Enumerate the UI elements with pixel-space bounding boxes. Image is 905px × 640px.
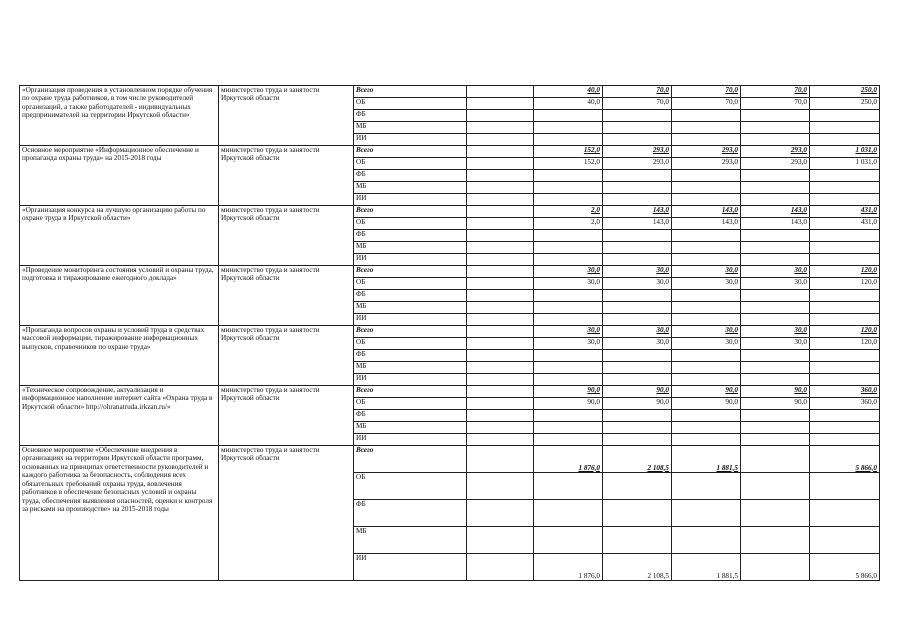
amount-cell: 30,0 (603, 338, 672, 350)
amount-cell: 90,0 (672, 398, 741, 410)
amount-cell: 250,0 (810, 98, 880, 110)
funding-source-label: МБ (354, 182, 467, 194)
table-row (20, 446, 880, 473)
blank-cell (467, 422, 534, 434)
empty-amount-cell (672, 134, 741, 146)
funding-source-label: ИИ (354, 554, 467, 581)
blank-cell (467, 206, 534, 218)
empty-amount-cell (672, 473, 741, 500)
amount-cell: 5 866,0 (810, 446, 880, 473)
amount-cell: 90,0 (672, 386, 741, 398)
funding-source-label: МБ (354, 362, 467, 374)
funding-source-label: ОБ (354, 98, 467, 110)
empty-amount-cell (534, 170, 603, 182)
amount-cell: 2,0 (534, 218, 603, 230)
amount-cell: 90,0 (741, 386, 810, 398)
funding-source-label: ОБ (354, 218, 467, 230)
funding-source-label: ОБ (354, 398, 467, 410)
funding-source-label: Всего (354, 326, 467, 338)
empty-amount-cell (741, 170, 810, 182)
funding-source-label: Всего (354, 86, 467, 98)
amount-cell: 143,0 (672, 218, 741, 230)
empty-amount-cell (534, 500, 603, 527)
funding-source-label: Всего (354, 386, 467, 398)
empty-amount-cell (534, 473, 603, 500)
amount-cell: 30,0 (534, 338, 603, 350)
funding-source-label: Всего (354, 266, 467, 278)
empty-amount-cell (741, 182, 810, 194)
amount-cell: 360,0 (810, 386, 880, 398)
measure-description: «Пропаганда вопросов охраны и условий труда в средствах массовой информации, тиражирование информационных выпусков, справочников по охране труда» (20, 326, 219, 386)
blank-cell (467, 314, 534, 326)
blank-cell (467, 254, 534, 266)
empty-amount-cell (672, 230, 741, 242)
empty-amount-cell (534, 110, 603, 122)
blank-cell (467, 98, 534, 110)
funding-source-label: Всего (354, 146, 467, 158)
empty-amount-cell (534, 134, 603, 146)
empty-amount-cell (741, 422, 810, 434)
empty-amount-cell (810, 170, 880, 182)
empty-amount-cell (603, 350, 672, 362)
measure-description: «Техническое сопровождение, актуализация и информационное наполнение интернет сайта «Охрана труда в Иркутской области» http://ohranatruda.irkzan.ru/» (20, 386, 219, 446)
amount-cell: 30,0 (672, 338, 741, 350)
measure-description: Основное мероприятие «Информационное обеспечение и пропаганда охраны труда» на 2015-2018 годы (20, 146, 219, 206)
empty-amount-cell (603, 230, 672, 242)
empty-amount-cell (603, 527, 672, 554)
measure-description: «Организация проведения в установленном порядке обучения по охране труда работников, в том числе руководителей организаций, а также работодателей - индивидуальных предпринимателей на территории Иркутской области» (20, 86, 219, 146)
empty-amount-cell (741, 314, 810, 326)
funding-source-label: МБ (354, 422, 467, 434)
empty-amount-cell (534, 422, 603, 434)
empty-amount-cell (534, 362, 603, 374)
funding-source-label: МБ (354, 122, 467, 134)
amount-cell: 90,0 (534, 398, 603, 410)
blank-cell (467, 230, 534, 242)
empty-amount-cell (672, 170, 741, 182)
empty-amount-cell (741, 500, 810, 527)
empty-amount-cell (810, 500, 880, 527)
funding-source-label: ИИ (354, 314, 467, 326)
empty-amount-cell (603, 374, 672, 386)
table-row (20, 326, 880, 338)
amount-cell: 70,0 (603, 98, 672, 110)
blank-cell (467, 218, 534, 230)
amount-cell: 30,0 (741, 338, 810, 350)
empty-amount-cell (672, 290, 741, 302)
amount-cell: 70,0 (603, 86, 672, 98)
empty-amount-cell (603, 182, 672, 194)
table-row (20, 146, 880, 158)
empty-amount-cell (810, 134, 880, 146)
funding-source-label: ОБ (354, 473, 467, 500)
funding-source-label: ОБ (354, 278, 467, 290)
amount-cell: 250,0 (810, 86, 880, 98)
amount-cell: 120,0 (810, 338, 880, 350)
amount-cell: 2 108,5 (603, 554, 672, 581)
blank-cell (467, 473, 534, 500)
empty-amount-cell (672, 314, 741, 326)
table-row (20, 206, 880, 218)
empty-amount-cell (534, 302, 603, 314)
empty-amount-cell (672, 434, 741, 446)
blank-cell (467, 290, 534, 302)
empty-amount-cell (534, 410, 603, 422)
amount-cell: 90,0 (603, 386, 672, 398)
funding-source-label: ИИ (354, 194, 467, 206)
empty-amount-cell (672, 302, 741, 314)
amount-cell: 30,0 (603, 278, 672, 290)
measure-description: «Организация конкурса на лучшую организацию работы по охране труда в Иркутской области» (20, 206, 219, 266)
amount-cell: 143,0 (672, 206, 741, 218)
empty-amount-cell (741, 110, 810, 122)
empty-amount-cell (810, 422, 880, 434)
blank-cell (467, 134, 534, 146)
amount-cell: 2,0 (534, 206, 603, 218)
blank-cell (467, 362, 534, 374)
blank-cell (467, 500, 534, 527)
empty-amount-cell (810, 350, 880, 362)
funding-source-label: ФБ (354, 230, 467, 242)
empty-amount-cell (741, 194, 810, 206)
empty-amount-cell (741, 254, 810, 266)
amount-cell: 30,0 (672, 266, 741, 278)
empty-amount-cell (603, 242, 672, 254)
blank-cell (467, 302, 534, 314)
empty-amount-cell (672, 242, 741, 254)
empty-amount-cell (603, 134, 672, 146)
empty-amount-cell (672, 254, 741, 266)
empty-amount-cell (534, 122, 603, 134)
empty-amount-cell (741, 434, 810, 446)
amount-cell: 40,0 (534, 98, 603, 110)
empty-amount-cell (741, 473, 810, 500)
empty-amount-cell (741, 374, 810, 386)
empty-amount-cell (741, 230, 810, 242)
empty-amount-cell (534, 194, 603, 206)
amount-cell: 30,0 (672, 326, 741, 338)
amount-cell: 143,0 (741, 206, 810, 218)
empty-amount-cell (810, 194, 880, 206)
funding-source-label: ОБ (354, 338, 467, 350)
amount-cell: 30,0 (741, 326, 810, 338)
amount-cell: 431,0 (810, 218, 880, 230)
empty-amount-cell (534, 314, 603, 326)
budget-table (19, 85, 880, 581)
amount-cell (741, 554, 810, 581)
empty-amount-cell (741, 290, 810, 302)
blank-cell (467, 434, 534, 446)
executor-name: министерство труда и занятости Иркутской области (219, 206, 354, 266)
blank-cell (467, 398, 534, 410)
empty-amount-cell (534, 254, 603, 266)
blank-cell (467, 374, 534, 386)
empty-amount-cell (603, 422, 672, 434)
funding-source-label: МБ (354, 527, 467, 554)
empty-amount-cell (672, 182, 741, 194)
blank-cell (467, 266, 534, 278)
empty-amount-cell (810, 182, 880, 194)
empty-amount-cell (672, 422, 741, 434)
empty-amount-cell (741, 350, 810, 362)
funding-source-label: МБ (354, 302, 467, 314)
empty-amount-cell (603, 290, 672, 302)
empty-amount-cell (672, 110, 741, 122)
funding-source-label: ОБ (354, 158, 467, 170)
amount-cell: 1 876,0 (534, 554, 603, 581)
blank-cell (467, 170, 534, 182)
amount-cell: 90,0 (534, 386, 603, 398)
amount-cell: 1 876,0 (534, 446, 603, 473)
empty-amount-cell (810, 122, 880, 134)
empty-amount-cell (603, 362, 672, 374)
empty-amount-cell (810, 290, 880, 302)
executor-name: министерство труда и занятости Иркутской области (219, 446, 354, 581)
blank-cell (467, 86, 534, 98)
amount-cell: 1 031,0 (810, 158, 880, 170)
blank-cell (467, 158, 534, 170)
blank-cell (467, 446, 534, 473)
amount-cell: 30,0 (603, 266, 672, 278)
executor-name: министерство труда и занятости Иркутской области (219, 326, 354, 386)
empty-amount-cell (741, 122, 810, 134)
amount-cell: 40,0 (534, 86, 603, 98)
amount-cell: 2 108,5 (603, 446, 672, 473)
amount-cell: 1 881,5 (672, 554, 741, 581)
executor-name: министерство труда и занятости Иркутской области (219, 386, 354, 446)
empty-amount-cell (741, 302, 810, 314)
table-row (20, 386, 880, 398)
amount-cell: 90,0 (741, 398, 810, 410)
amount-cell (741, 446, 810, 473)
amount-cell: 293,0 (741, 158, 810, 170)
empty-amount-cell (672, 350, 741, 362)
empty-amount-cell (534, 434, 603, 446)
funding-source-label: ФБ (354, 290, 467, 302)
blank-cell (467, 554, 534, 581)
empty-amount-cell (603, 434, 672, 446)
funding-source-label: ФБ (354, 410, 467, 422)
amount-cell: 143,0 (603, 218, 672, 230)
empty-amount-cell (534, 182, 603, 194)
amount-cell: 30,0 (534, 266, 603, 278)
blank-cell (467, 182, 534, 194)
amount-cell: 293,0 (672, 158, 741, 170)
measure-description: «Проведение мониторинга состояния условий и охраны труда, подготовка и тиражирование ежегодного доклада» (20, 266, 219, 326)
funding-source-label: Всего (354, 206, 467, 218)
funding-source-label: ИИ (354, 254, 467, 266)
amount-cell: 431,0 (810, 206, 880, 218)
empty-amount-cell (534, 350, 603, 362)
funding-source-label: МБ (354, 242, 467, 254)
blank-cell (467, 410, 534, 422)
empty-amount-cell (672, 527, 741, 554)
empty-amount-cell (603, 473, 672, 500)
amount-cell: 30,0 (534, 278, 603, 290)
blank-cell (467, 110, 534, 122)
empty-amount-cell (810, 410, 880, 422)
empty-amount-cell (672, 194, 741, 206)
executor-name: министерство труда и занятости Иркутской области (219, 86, 354, 146)
empty-amount-cell (603, 110, 672, 122)
empty-amount-cell (603, 314, 672, 326)
amount-cell: 293,0 (741, 146, 810, 158)
funding-source-label: ФБ (354, 500, 467, 527)
empty-amount-cell (741, 410, 810, 422)
empty-amount-cell (672, 374, 741, 386)
amount-cell: 1 031,0 (810, 146, 880, 158)
empty-amount-cell (810, 527, 880, 554)
blank-cell (467, 326, 534, 338)
amount-cell: 70,0 (672, 86, 741, 98)
empty-amount-cell (741, 242, 810, 254)
empty-amount-cell (603, 122, 672, 134)
empty-amount-cell (603, 194, 672, 206)
funding-source-label: ИИ (354, 434, 467, 446)
amount-cell: 5 866,0 (810, 554, 880, 581)
amount-cell: 152,0 (534, 158, 603, 170)
funding-source-label: ФБ (354, 110, 467, 122)
empty-amount-cell (810, 242, 880, 254)
blank-cell (467, 350, 534, 362)
funding-source-label: ИИ (354, 134, 467, 146)
funding-source-label: Всего (354, 446, 467, 473)
empty-amount-cell (810, 110, 880, 122)
empty-amount-cell (603, 254, 672, 266)
empty-amount-cell (534, 242, 603, 254)
amount-cell: 143,0 (741, 218, 810, 230)
amount-cell: 30,0 (741, 266, 810, 278)
table-row (20, 266, 880, 278)
empty-amount-cell (741, 362, 810, 374)
empty-amount-cell (672, 362, 741, 374)
amount-cell: 120,0 (810, 278, 880, 290)
blank-cell (467, 146, 534, 158)
table-row (20, 86, 880, 98)
amount-cell: 152,0 (534, 146, 603, 158)
empty-amount-cell (672, 410, 741, 422)
empty-amount-cell (810, 434, 880, 446)
blank-cell (467, 242, 534, 254)
empty-amount-cell (810, 230, 880, 242)
amount-cell: 143,0 (603, 206, 672, 218)
empty-amount-cell (741, 527, 810, 554)
amount-cell: 120,0 (810, 266, 880, 278)
empty-amount-cell (672, 500, 741, 527)
funding-source-label: ФБ (354, 350, 467, 362)
empty-amount-cell (810, 302, 880, 314)
amount-cell: 293,0 (672, 146, 741, 158)
empty-amount-cell (810, 314, 880, 326)
blank-cell (467, 278, 534, 290)
amount-cell: 293,0 (603, 146, 672, 158)
empty-amount-cell (810, 362, 880, 374)
empty-amount-cell (810, 254, 880, 266)
blank-cell (467, 527, 534, 554)
empty-amount-cell (810, 374, 880, 386)
empty-amount-cell (534, 374, 603, 386)
amount-cell: 293,0 (603, 158, 672, 170)
blank-cell (467, 194, 534, 206)
blank-cell (467, 338, 534, 350)
executor-name: министерство труда и занятости Иркутской области (219, 146, 354, 206)
empty-amount-cell (534, 290, 603, 302)
empty-amount-cell (810, 473, 880, 500)
empty-amount-cell (603, 410, 672, 422)
empty-amount-cell (603, 500, 672, 527)
executor-name: министерство труда и занятости Иркутской области (219, 266, 354, 326)
amount-cell: 70,0 (672, 98, 741, 110)
empty-amount-cell (741, 134, 810, 146)
amount-cell: 30,0 (741, 278, 810, 290)
amount-cell: 70,0 (741, 98, 810, 110)
empty-amount-cell (534, 230, 603, 242)
empty-amount-cell (603, 302, 672, 314)
amount-cell: 30,0 (603, 326, 672, 338)
amount-cell: 120,0 (810, 326, 880, 338)
empty-amount-cell (672, 122, 741, 134)
empty-amount-cell (534, 527, 603, 554)
blank-cell (467, 386, 534, 398)
empty-amount-cell (603, 170, 672, 182)
blank-cell (467, 122, 534, 134)
funding-source-label: ИИ (354, 374, 467, 386)
amount-cell: 360,0 (810, 398, 880, 410)
amount-cell: 90,0 (603, 398, 672, 410)
amount-cell: 1 881,5 (672, 446, 741, 473)
measure-description: Основное мероприятие «Обеспечение внедрения в организациях на территории Иркутской области программ, основанных на принципах ответственности руководителей и каждого работника за безопасность, соблюдения всех обязательных требований охраны труда, вовлечения работников в обеспечение безопасных условий и охраны труда, обеспечения выявления опасностей, оценки и контроля за рисками на производстве» на 2015-2018 годы (20, 446, 219, 581)
amount-cell: 30,0 (534, 326, 603, 338)
amount-cell: 30,0 (672, 278, 741, 290)
funding-source-label: ФБ (354, 170, 467, 182)
amount-cell: 70,0 (741, 86, 810, 98)
